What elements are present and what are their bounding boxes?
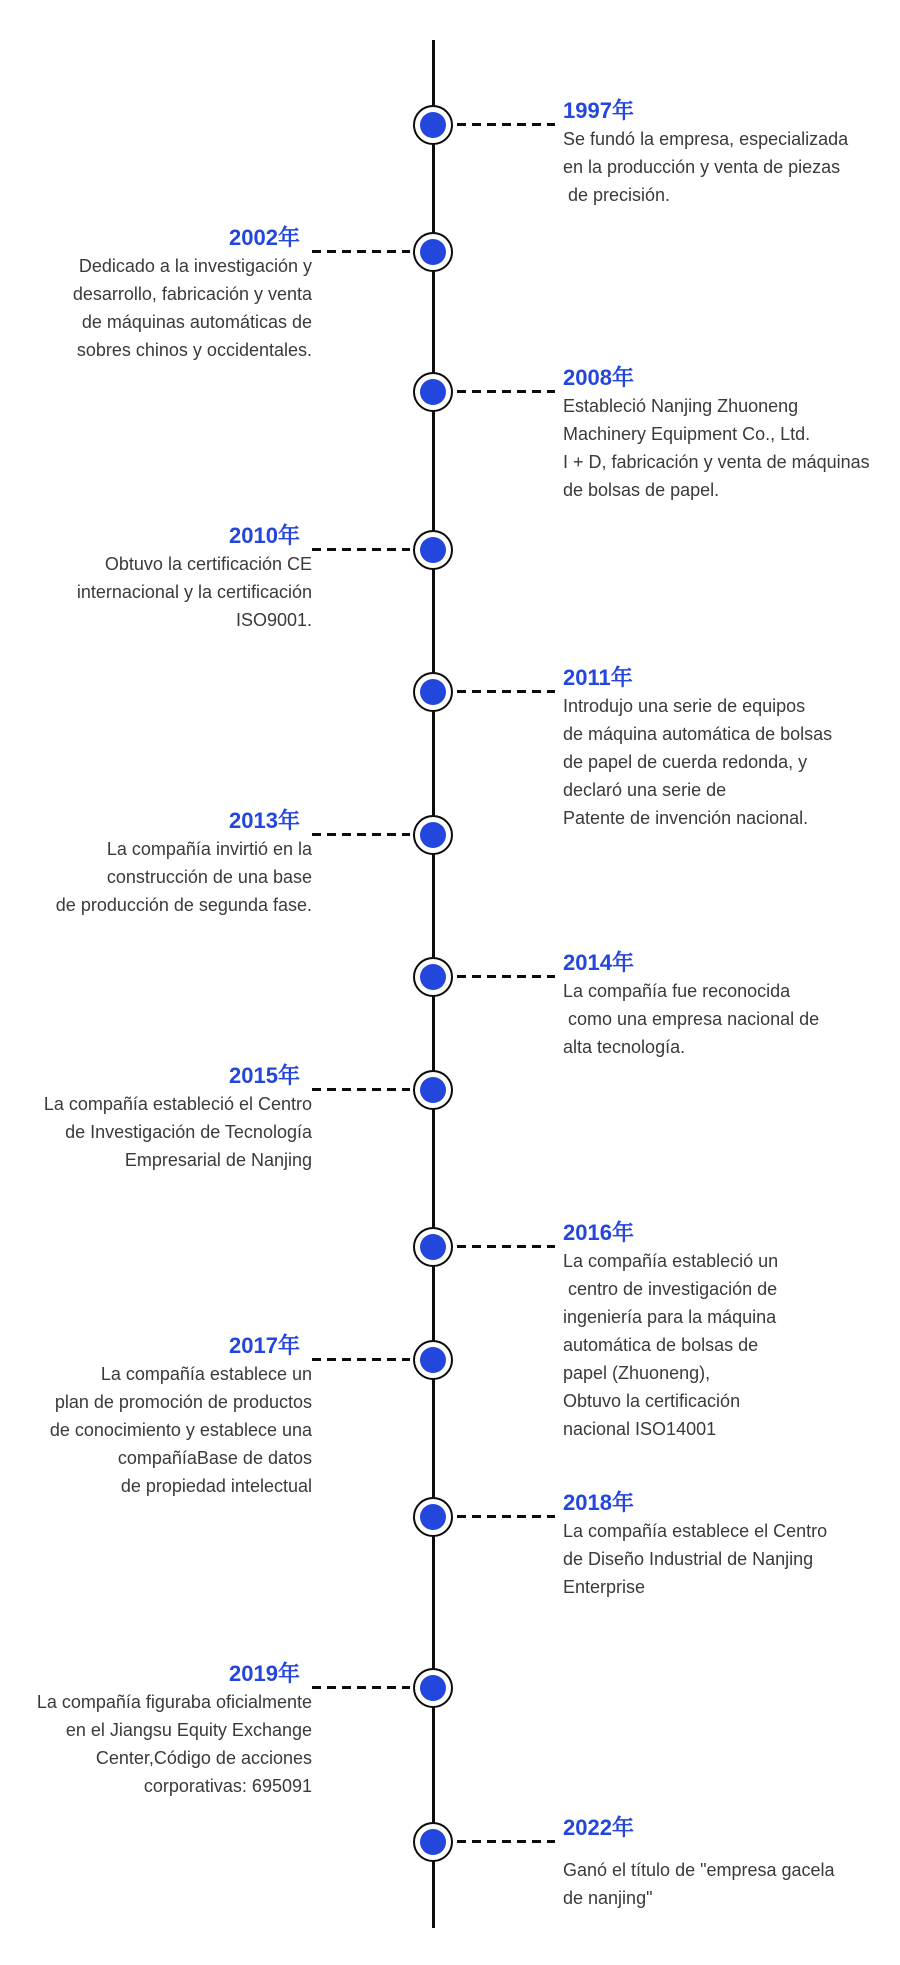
timeline-dot-core — [420, 1234, 446, 1260]
entry-description-line: de propiedad intelectual — [120, 1476, 312, 1496]
entry-description-line: de producción de segunda fase. — [55, 895, 312, 915]
entry-description-line: Dedicado a la investigación y — [78, 256, 312, 276]
entry-description-line: papel (Zhuoneng), — [563, 1363, 711, 1383]
timeline-connector-dash — [312, 1358, 410, 1361]
timeline-entry-2002 — [0, 224, 312, 364]
entry-description-line: de nanjing" — [563, 1888, 653, 1908]
timeline-node-dot — [413, 815, 453, 855]
timeline-connector-dash — [312, 548, 410, 551]
entry-description-line: Obtuvo la certificación CE — [104, 554, 312, 574]
entry-description-line: I + D, fabricación y venta de máquinas — [563, 452, 870, 472]
entry-description-line: corporativas: 695091 — [143, 1776, 312, 1796]
entry-description-line: plan de promoción de productos — [54, 1392, 312, 1412]
timeline-dot-core — [420, 1829, 446, 1855]
timeline-connector-dash — [457, 390, 555, 393]
entry-description-line: construcción de una base — [106, 867, 312, 887]
entry-description-line: La compañía invirtió en la — [106, 839, 312, 859]
timeline-entry-1997 — [563, 97, 900, 209]
entry-description-line: de máquinas automáticas de — [81, 312, 312, 332]
timeline-dot-core — [420, 537, 446, 563]
entry-description-line: Machinery Equipment Co., Ltd. — [563, 424, 811, 444]
entry-description-line: Se fundó la empresa, especializada — [563, 129, 849, 149]
timeline-connector-dash — [312, 833, 410, 836]
entry-description-line: La compañía figuraba oficialmente — [36, 1692, 312, 1712]
entry-description-line: como una empresa nacional de — [563, 1009, 820, 1029]
entry-year-label: 2011年 — [563, 665, 633, 690]
timeline-dot-core — [420, 379, 446, 405]
entry-year-label: 2016年 — [563, 1220, 634, 1245]
timeline-node-dot — [413, 1227, 453, 1267]
timeline-node-dot — [413, 1070, 453, 1110]
timeline-connector-dash — [312, 250, 410, 253]
timeline-node-dot — [413, 530, 453, 570]
timeline-node-dot — [413, 1822, 453, 1862]
timeline-dot-core — [420, 1347, 446, 1373]
entry-description-line: desarrollo, fabricación y venta — [72, 284, 312, 304]
timeline-entry-2014 — [563, 949, 900, 1061]
entry-description-line: Introdujo una serie de equipos — [563, 696, 806, 716]
timeline-connector-dash — [457, 975, 555, 978]
timeline-connector-dash — [457, 1840, 555, 1843]
entry-year-label: 2018年 — [563, 1490, 634, 1515]
timeline-dot-core — [420, 822, 446, 848]
timeline-entry-2010 — [0, 522, 312, 634]
timeline-entry-2013 — [0, 807, 312, 919]
entry-description-line: centro de investigación de — [563, 1279, 778, 1299]
entry-description-line: Patente de invención nacional. — [563, 808, 809, 828]
entry-year-label: 2014年 — [563, 950, 634, 975]
timeline-node-dot — [413, 672, 453, 712]
timeline-dot-core — [420, 1504, 446, 1530]
entry-description-line: de conocimiento y establece una — [49, 1420, 312, 1440]
entry-description-line: de precisión. — [563, 185, 671, 205]
timeline-entry-2008 — [563, 364, 900, 504]
entry-year-label: 2017年 — [229, 1333, 300, 1358]
entry-description-line: Empresarial de Nanjing — [124, 1150, 312, 1170]
timeline-entry-2011 — [563, 664, 900, 832]
timeline-node-dot — [413, 957, 453, 997]
entry-description-line: de máquina automática de bolsas — [563, 724, 833, 744]
entry-description-line: internacional y la certificación — [76, 582, 312, 602]
entry-description-line: La compañía fue reconocida — [563, 981, 791, 1001]
entry-description-line: declaró una serie de — [563, 780, 727, 800]
entry-description-line: Center,Código de acciones — [95, 1748, 312, 1768]
entry-description-line: Estableció Nanjing Zhuoneng — [563, 396, 799, 416]
entry-description-line: nacional ISO14001 — [563, 1419, 717, 1439]
timeline-connector-dash — [457, 1245, 555, 1248]
timeline-dot-core — [420, 679, 446, 705]
entry-description-line: en la producción y venta de piezas — [563, 157, 841, 177]
timeline-entry-2022 — [563, 1814, 900, 1912]
entry-description-line: automática de bolsas de — [563, 1335, 759, 1355]
timeline-dot-core — [420, 1675, 446, 1701]
timeline-node-dot — [413, 232, 453, 272]
entry-year-label: 2013年 — [229, 808, 300, 833]
entry-description-line: Obtuvo la certificación — [563, 1391, 741, 1411]
entry-year-label: 2022年 — [563, 1815, 634, 1840]
timeline-connector-dash — [457, 690, 555, 693]
entry-description-line: ISO9001. — [235, 610, 312, 630]
timeline-node-dot — [413, 1340, 453, 1380]
entry-description-line: La compañía estableció el Centro — [43, 1094, 312, 1114]
entry-description-line: La compañía establece el Centro — [563, 1521, 828, 1541]
timeline-node-dot — [413, 372, 453, 412]
entry-description-line: sobres chinos y occidentales. — [76, 340, 312, 360]
timeline-entry-2019 — [0, 1660, 312, 1800]
entry-description-line: compañíaBase de datos — [117, 1448, 312, 1468]
entry-description-line: en el Jiangsu Equity Exchange — [65, 1720, 312, 1740]
entry-description-line: de Diseño Industrial de Nanjing — [563, 1549, 814, 1569]
timeline-connector-dash — [312, 1686, 410, 1689]
entry-description-line: de bolsas de papel. — [563, 480, 720, 500]
timeline-dot-core — [420, 964, 446, 990]
entry-year-label: 2019年 — [229, 1661, 300, 1686]
timeline-dot-core — [420, 1077, 446, 1103]
timeline-node-dot — [413, 105, 453, 145]
entry-description-line: de papel de cuerda redonda, y — [563, 752, 808, 772]
entry-description-line: Ganó el título de "empresa gacela — [563, 1860, 835, 1880]
entry-year-label: 2015年 — [229, 1063, 300, 1088]
entry-year-label: 1997年 — [563, 98, 634, 123]
entry-description-line: alta tecnología. — [563, 1037, 686, 1057]
entry-description-line: La compañía estableció un — [563, 1251, 779, 1271]
entry-description-line: La compañía establece un — [100, 1364, 312, 1384]
timeline-connector-dash — [312, 1088, 410, 1091]
timeline-connector-dash — [457, 123, 555, 126]
entry-description-line: de Investigación de Tecnología — [65, 1122, 312, 1142]
timeline-entry-2016 — [563, 1219, 900, 1443]
timeline-node-dot — [413, 1497, 453, 1537]
timeline-entry-2017 — [0, 1332, 312, 1500]
timeline-node-dot — [413, 1668, 453, 1708]
entry-description-line: Enterprise — [563, 1577, 646, 1597]
timeline-dot-core — [420, 112, 446, 138]
timeline-entry-2015 — [0, 1062, 312, 1174]
entry-description-line: ingeniería para la máquina — [563, 1307, 777, 1327]
entry-year-label: 2010年 — [229, 523, 300, 548]
timeline-entry-2018 — [563, 1489, 900, 1601]
timeline-dot-core — [420, 239, 446, 265]
timeline-connector-dash — [457, 1515, 555, 1518]
entry-year-label: 2002年 — [229, 225, 300, 250]
entry-year-label: 2008年 — [563, 365, 634, 390]
